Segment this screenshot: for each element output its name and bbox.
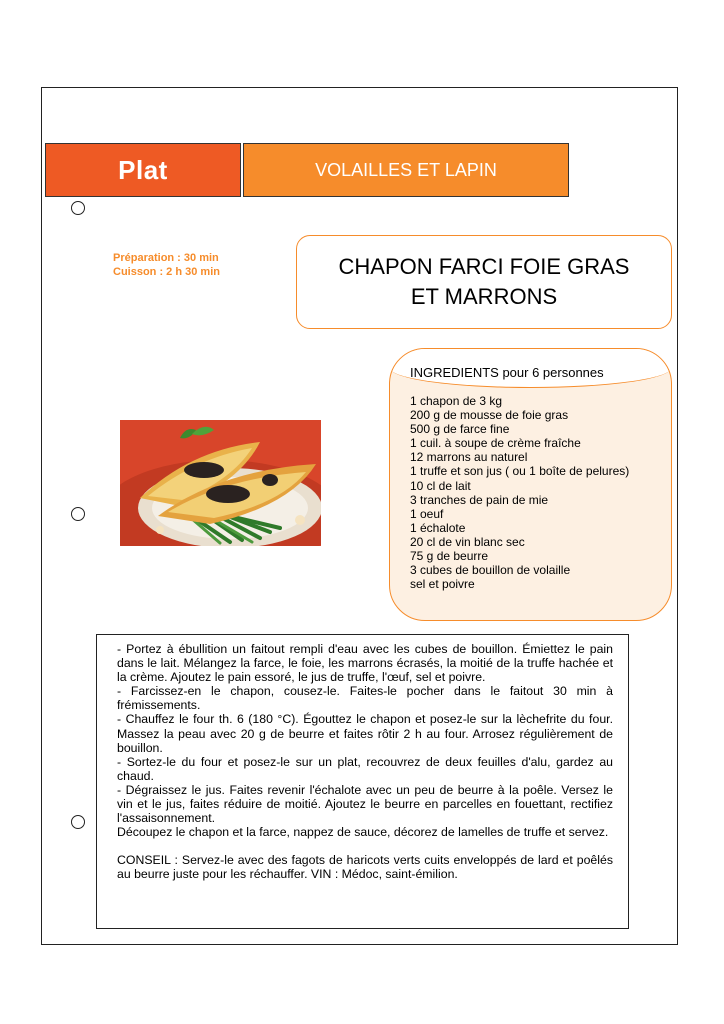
ingredient-item: 20 cl de vin blanc sec [410, 534, 525, 549]
instruction-step: - Chauffez le four th. 6 (180 °C). Égouttez le chapon et posez-le sur la lèchefrite du four. Massez la peau avec 20 g de beurre et faites rôtir 2 h au four. Arrosez régulièrement de bouillon. [117, 712, 613, 755]
instruction-step: Découpez le chapon et la farce, nappez de sauce, décorez de lamelles de truffe et servez. [117, 825, 609, 840]
ingredient-item: 3 cubes de bouillon de volaille [410, 563, 571, 578]
instruction-step: - Sortez-le du four et posez-le sur un plat, recouvrez de deux feuilles d'alu, gardez au chaud. [117, 754, 613, 783]
section-label [243, 143, 569, 197]
ingredient-item: 1 cuil. à soupe de crème fraîche [410, 436, 581, 451]
instruction-step: - Portez à ébullition un faitout rempli d'eau avec les cubes de bouillon. Émiettez le pain dans le lait. Mélangez la farce, le foie, les marrons écrasés, la moitié de la truffe hachée et la crème. Ajoutez le pain essoré, le jus de truffe, l'œuf, sel et poivre. [117, 642, 613, 685]
recipe-title-line1: CHAPON FARCI FOIE GRAS [338, 254, 630, 279]
ingredient-item: 1 échalote [410, 520, 466, 535]
timing-info [113, 251, 220, 279]
preparation-time: Préparation : 30 min [113, 252, 219, 264]
ingredient-item: 12 marrons au naturel [410, 450, 528, 465]
dish-photo [120, 420, 321, 546]
binder-hole-bottom [71, 815, 85, 829]
ingredient-item: sel et poivre [410, 577, 475, 592]
serving-tip: CONSEIL : Servez-le avec des fagots de haricots verts cuits enveloppés de lard et poêlés au beurre juste pour les réchauffer. VIN : Médoc, saint-émilion. [117, 853, 613, 882]
ingredient-item: 10 cl de lait [410, 478, 471, 493]
ingredient-item: 500 g de farce fine [410, 422, 510, 437]
ingredients-list [410, 394, 629, 591]
binder-hole-middle [71, 507, 85, 521]
binder-hole-top [71, 201, 85, 215]
ingredients-heading: INGREDIENTS pour 6 personnes [410, 365, 604, 380]
ingredients-panel [389, 348, 672, 621]
ingredients-header [390, 349, 671, 388]
recipe-title-line2: ET MARRONS [410, 284, 558, 309]
dish-illustration [120, 420, 321, 546]
ingredient-item: 1 truffe et son jus ( ou 1 boîte de pelures) [410, 464, 630, 479]
instruction-step: - Farcissez-en le chapon, cousez-le. Faites-le pocher dans le faitout 30 min à frémissements. [117, 684, 613, 713]
course-label [45, 143, 241, 197]
ingredient-item: 1 chapon de 3 kg [410, 394, 503, 408]
ingredient-item: 1 oeuf [410, 506, 444, 521]
ingredient-item: 3 tranches de pain de mie [410, 492, 549, 507]
recipe-title-box [296, 235, 672, 329]
section-label-text: VOLAILLES ET LAPIN [315, 159, 497, 180]
ingredient-item: 75 g de beurre [410, 549, 489, 564]
instructions-box [96, 634, 629, 929]
course-label-text: Plat [118, 154, 168, 185]
cooking-time: Cuisson : 2 h 30 min [113, 266, 220, 278]
instruction-step: - Dégraissez le jus. Faites revenir l'échalote avec un peu de beurre à la poêle. Versez le vin et le jus, faites réduire de moitié. Ajoutez le beurre en parcelles en fouettant, rectifiez l'assaisonnement. [117, 782, 613, 826]
ingredient-item: 200 g de mousse de foie gras [410, 408, 569, 423]
